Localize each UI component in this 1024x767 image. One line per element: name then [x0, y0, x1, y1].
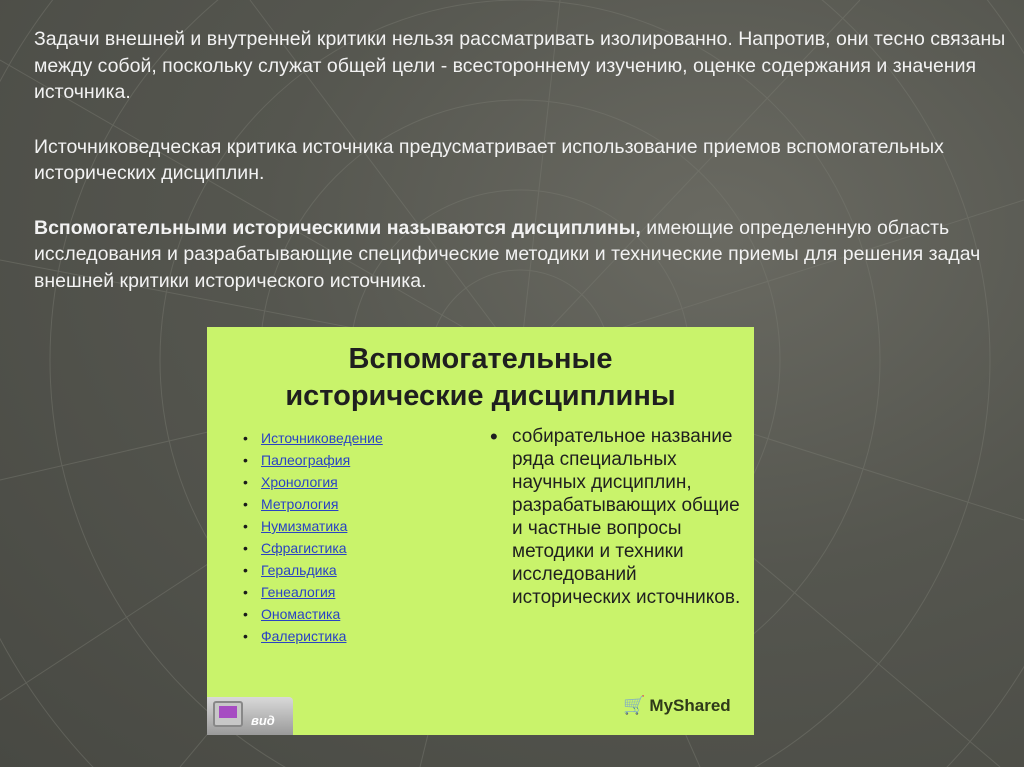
disciplines-list: [243, 427, 383, 647]
discipline-link[interactable]: • Источниковедение: [243, 427, 383, 449]
paragraph-3-rest: имеющие определенную область исследования и разрабатывающие специфические методики и технические приемы для решения задач внешней критики исторического источника.: [34, 216, 981, 292]
view-badge-label: вид: [251, 713, 275, 728]
card-title-line-2: исторические дисциплины: [285, 380, 676, 412]
monitor-icon: [213, 701, 243, 727]
discipline-link[interactable]: • Хронология: [243, 471, 383, 493]
card-title-line-1: Вспомогательные: [348, 343, 613, 375]
description-text: собирательное название ряда специальных научных дисциплин, разрабатывающих общие и частные вопросы методики и техники исследований исторических источников.: [512, 426, 741, 608]
paragraph-3-bold: Вспомогательными историческими называются дисциплины,: [34, 216, 641, 239]
discipline-link[interactable]: • Генеалогия: [243, 581, 383, 603]
paragraph-1: Задачи внешней и внутренней критики нельзя рассматривать изолированно. Напротив, они тесно связаны между собой, поскольку служат общей цели - всестороннему изучению, оценке содержания и значения источника.: [34, 28, 1006, 103]
disciplines-description: [490, 425, 752, 609]
disciplines-card: [207, 327, 754, 735]
card-title: [207, 341, 754, 415]
discipline-link[interactable]: • Метрология: [243, 493, 383, 515]
discipline-link[interactable]: • Геральдика: [243, 559, 383, 581]
discipline-link[interactable]: • Ономастика: [243, 603, 383, 625]
discipline-link[interactable]: • Палеография: [243, 449, 383, 471]
paragraph-2: Источниковедческая критика источника предусматривает использование приемов вспомогательных исторических дисциплин.: [34, 135, 944, 184]
myshared-watermark: [623, 695, 731, 716]
bullet-icon: •: [490, 424, 498, 449]
discipline-link[interactable]: • Сфрагистика: [243, 537, 383, 559]
view-badge[interactable]: [207, 697, 293, 735]
watermark-text: MyShared: [649, 696, 731, 715]
discipline-link[interactable]: • Нумизматика: [243, 515, 383, 537]
paragraph-3: [34, 215, 1019, 295]
discipline-link[interactable]: • Фалеристика: [243, 625, 383, 647]
cart-icon: 🛒: [623, 695, 646, 715]
main-text: [34, 26, 1019, 322]
